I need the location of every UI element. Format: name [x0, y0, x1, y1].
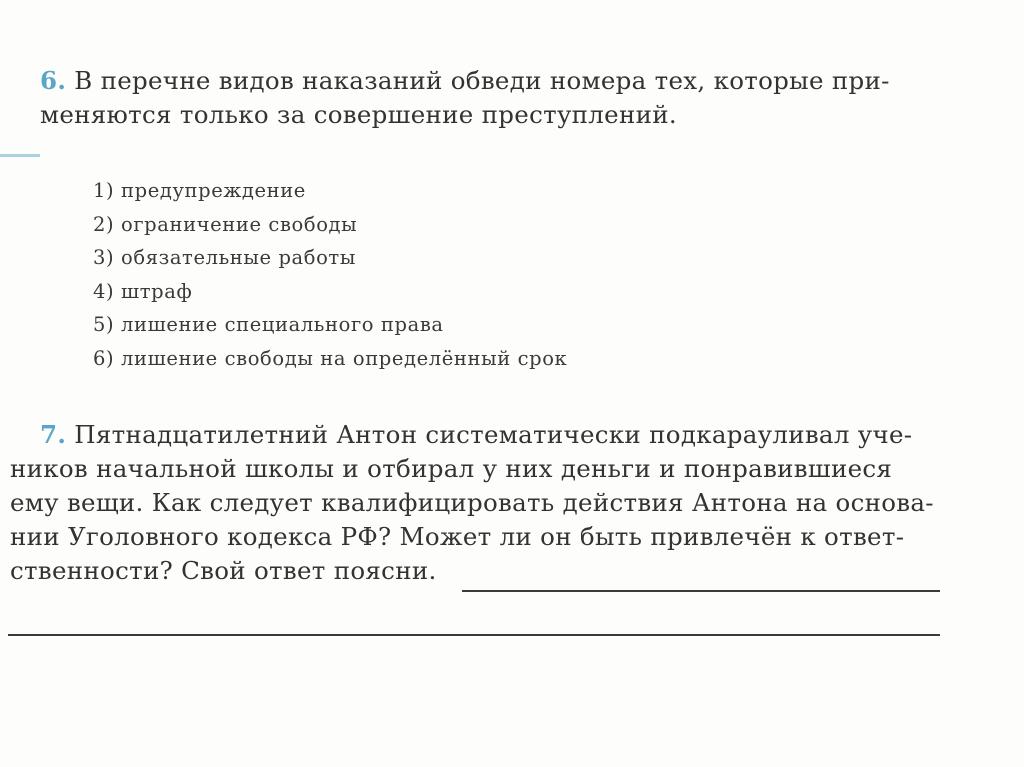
task-7-line-5: ственности? Свой ответ поясни. — [10, 556, 437, 585]
margin-mark — [0, 154, 40, 157]
task-7-line-3: ему вещи. Как следует квалифицировать действия Антона на основа- — [10, 488, 934, 517]
task-6-line-2: меняются только за совершение преступлений. — [40, 100, 677, 129]
task-6-line-1 — [40, 64, 1000, 98]
option-4[interactable]: 4) штраф — [93, 279, 193, 303]
answer-line-1[interactable] — [462, 590, 940, 592]
option-1[interactable]: 1) предупреждение — [93, 179, 306, 202]
option-2[interactable]: 2) ограничение свободы — [93, 212, 358, 236]
option-6[interactable]: 6) лишение свободы на определённый срок — [93, 346, 568, 370]
task-7-text-1: Пятнадцатилетний Антон систематически подкарауливал уче- — [74, 420, 913, 449]
task-6 — [40, 64, 1000, 132]
task-6-number: 6. — [40, 66, 67, 95]
task-7-line-4: нии Уголовного кодекса РФ? Может ли он быть привлечён к ответ- — [10, 522, 905, 551]
punishment-options-list — [93, 174, 567, 375]
option-5[interactable]: 5) лишение специального права — [93, 313, 444, 336]
task-7-line-1 — [10, 418, 970, 452]
task-7 — [10, 418, 970, 588]
task-7-number: 7. — [40, 420, 67, 449]
task-6-text-1: В перечне видов наказаний обведи номера тех, которые при- — [74, 66, 890, 95]
option-3[interactable]: 3) обязательные работы — [93, 246, 356, 269]
answer-line-2[interactable] — [8, 634, 940, 636]
task-7-line-2: ников начальной школы и отбирал у них деньги и понравившиеся — [10, 454, 893, 483]
